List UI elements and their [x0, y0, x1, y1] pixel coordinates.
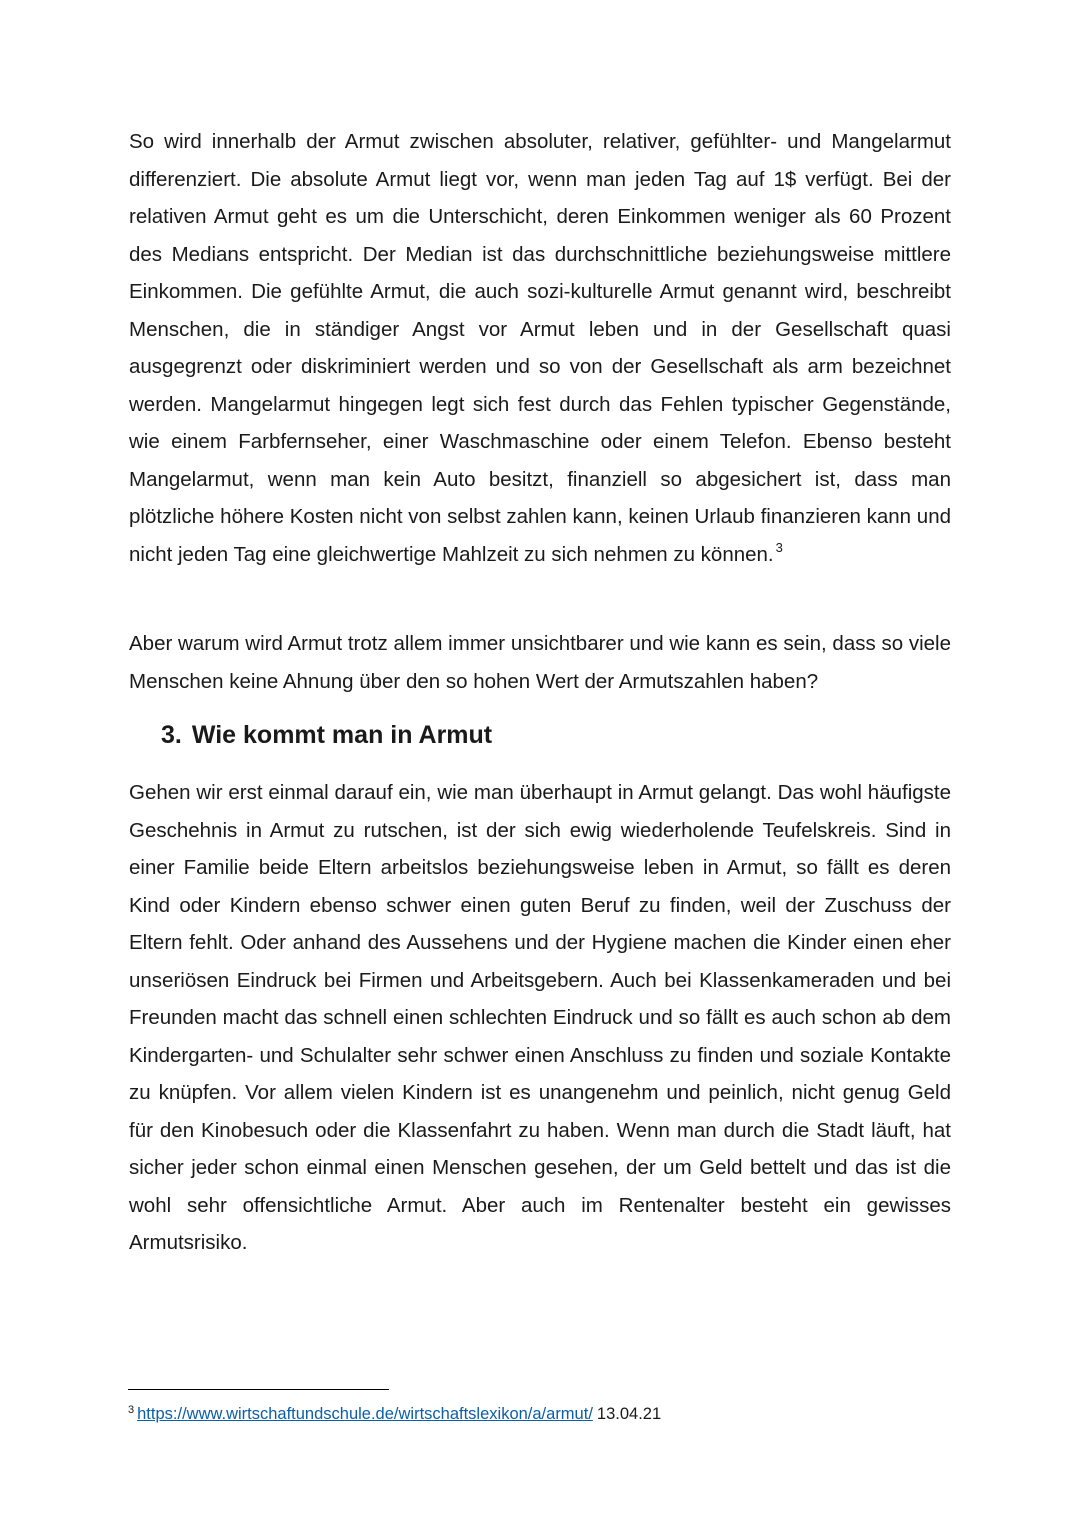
paragraph-text: So wird innerhalb der Armut zwischen absoluter, relativer, gefühlter- und Mangelarmut differenziert. Die absolute Armut liegt vor, wenn man jeden Tag auf 1$ verfügt. Bei der relativen Armut geht es um die Unterschicht, deren Einkommen weniger als 60 Prozent des Medians entspricht. Der Median ist das durchschnittliche beziehungsweise mittlere Einkommen. Die gefühlte Armut, die auch sozi-kulturelle Armut genannt wird, beschreibt Menschen, die in ständiger Angst vor Armut leben und in der Gesellschaft quasi ausgegrenzt oder diskriminiert werden und so von der Gesellschaft als arm bezeichnet werden. Mangelarmut hingegen legt sich fest durch das Fehlen typischer Gegenstände, wie einem Farbfernseher, einer Waschmaschine oder einem Telefon. Ebenso besteht Mangelarmut, wenn man kein Auto besitzt, finanziell so abgesichert ist, dass man plötzliche höhere Kosten nicht von selbst zahlen kann, keinen Urlaub finanzieren kann und nicht jeden Tag eine gleichwertige Mahlzeit zu sich nehmen zu können.	[129, 130, 951, 566]
footnote-separator	[128, 1389, 389, 1390]
footnote-reference: 3	[775, 539, 783, 555]
section-number: 3.	[161, 721, 182, 749]
footnote-date: 13.04.21	[596, 1405, 662, 1423]
footnote	[128, 1403, 661, 1425]
footnote-marker: 3	[128, 1404, 135, 1416]
section-title: Wie kommt man in Armut	[191, 721, 493, 749]
paragraph-question: Aber warum wird Armut trotz allem immer unsichtbarer und wie kann es sein, dass so viele Menschen keine Ahnung über den so hohen Wert der Armutszahlen haben?	[129, 632, 951, 693]
paragraph-armut-arten	[129, 123, 951, 573]
paragraph-wie-armut: Gehen wir erst einmal darauf ein, wie man überhaupt in Armut gelangt. Das wohl häufigste Geschehnis in Armut zu rutschen, ist der sich ewig wiederholende Teufelskreis. Sind in einer Familie beide Eltern arbeitslos beziehungsweise leben in Armut, so fällt es deren Kind oder Kindern ebenso schwer einen guten Beruf zu finden, weil der Zuschuss der Eltern fehlt. Oder anhand des Aussehens und der Hygiene machen die Kinder einen eher unseriösen Eindruck bei Firmen und Arbeitsgebern. Auch bei Klassenkameraden und bei Freunden macht das schnell einen schlechten Eindruck und so fällt es auch schon ab dem Kindergarten- und Schulalter sehr schwer einen Anschluss zu finden und soziale Kontakte zu knüpfen. Vor allem vielen Kindern ist es unangenehm und peinlich, nicht genug Geld für den Kinobesuch oder die Klassenfahrt zu haben. Wenn man durch die Stadt läuft, hat sicher jeder schon einmal einen Menschen gesehen, der um Geld bettelt und das ist die wohl sehr offensichtliche Armut. Aber auch im Rentenalter besteht ein gewisses Armutsrisiko.	[129, 781, 951, 1254]
section-heading	[161, 716, 492, 754]
footnote-link[interactable]: https://www.wirtschaftundschule.de/wirtschaftslexikon/a/armut/	[137, 1405, 593, 1423]
